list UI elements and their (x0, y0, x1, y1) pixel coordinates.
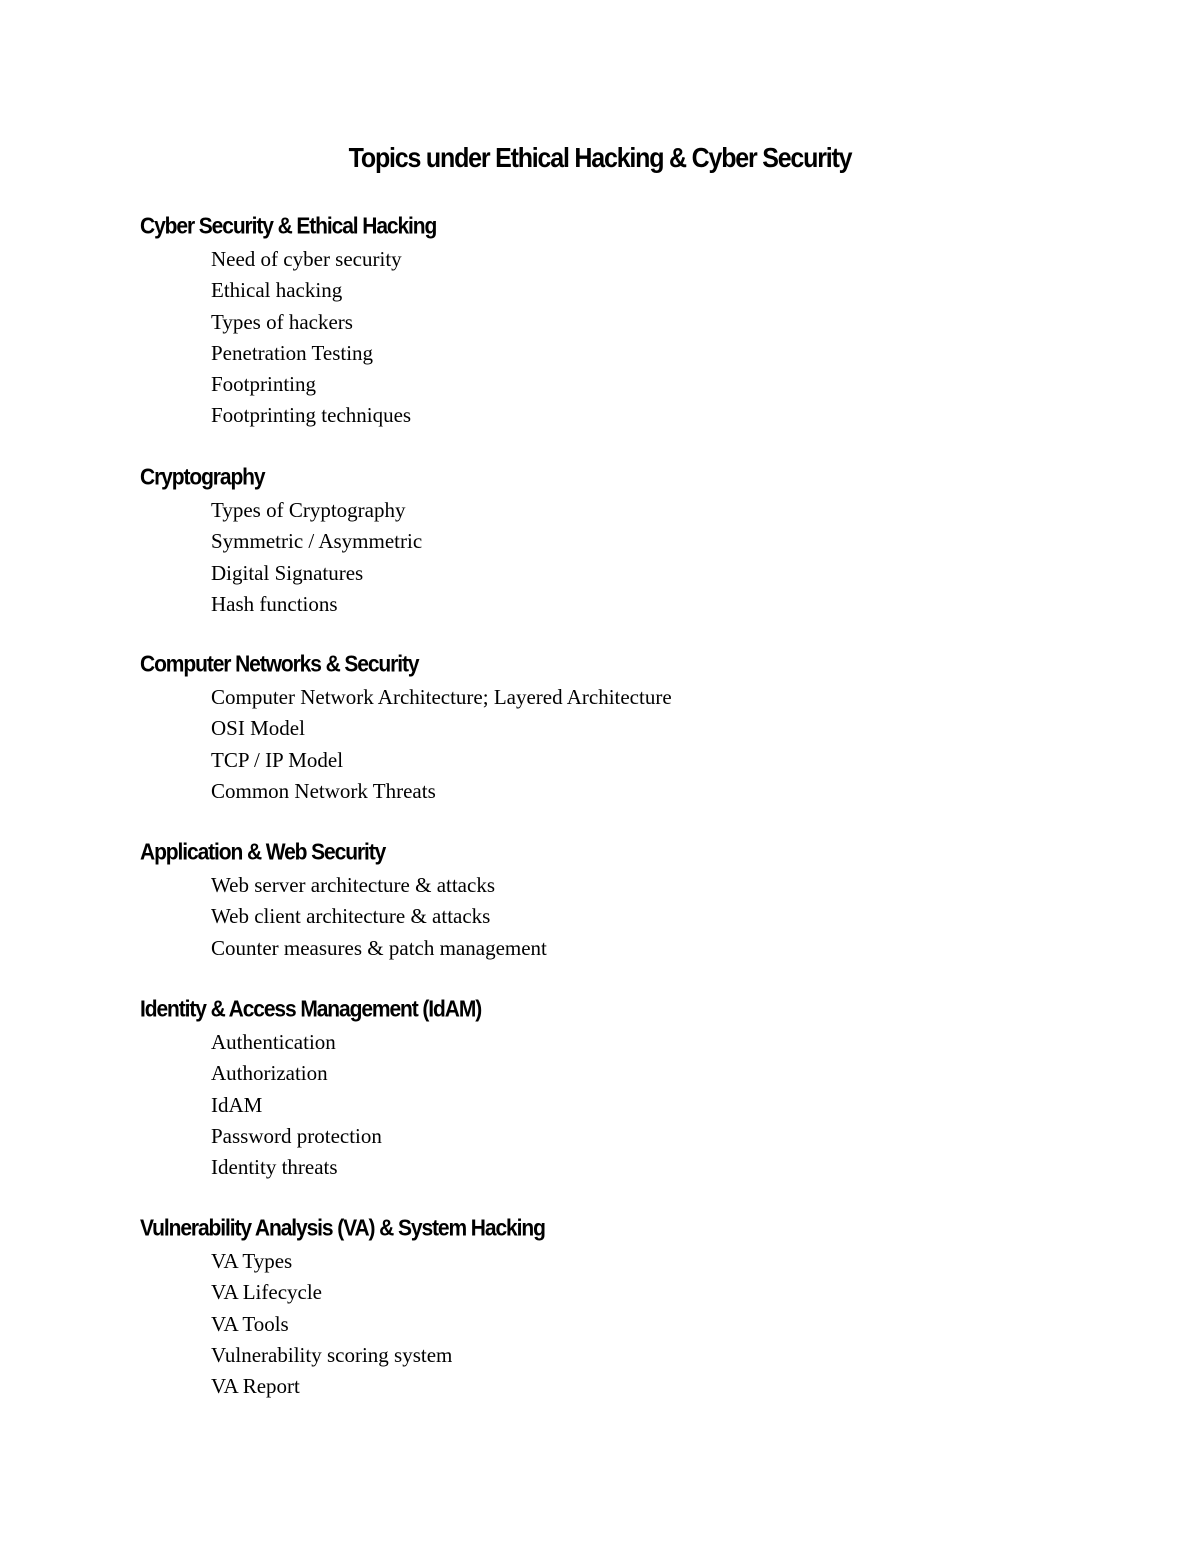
topic-item: Web server architecture & attacks (211, 873, 495, 897)
topic-item: Password protection (211, 1123, 382, 1148)
topic-item: TCP / IP Model (211, 747, 344, 772)
topic-list (140, 870, 1140, 964)
topic-item: Types of Cryptography (211, 498, 406, 522)
topic-item: Symmetric / Asymmetric (211, 529, 423, 554)
section-heading: Vulnerability Analysis (VA) & System Hacking (140, 1215, 545, 1241)
section-heading: Computer Networks & Security (140, 651, 419, 677)
topic-item: Authentication (211, 1030, 336, 1054)
topic-list (140, 495, 1140, 620)
topic-item: VA Types (211, 1249, 293, 1273)
topic-item: Hash functions (211, 591, 338, 616)
topic-item: VA Tools (211, 1311, 289, 1336)
topic-item: Web client architecture & attacks (211, 904, 491, 929)
section-heading: Application & Web Security (140, 839, 386, 865)
topic-item: Penetration Testing (211, 340, 374, 365)
topic-list (140, 1027, 1140, 1183)
topic-item: Counter measures & patch management (211, 935, 547, 960)
topic-item: Footprinting (211, 372, 317, 397)
topic-item: Ethical hacking (211, 278, 343, 303)
topic-item: Digital Signatures (211, 560, 364, 585)
section-application-web-security (140, 838, 1140, 964)
topic-item: Footprinting techniques (211, 403, 412, 428)
section-heading: Identity & Access Management (IdAM) (140, 996, 482, 1022)
topic-item: VA Lifecycle (211, 1280, 322, 1305)
topic-item: Identity threats (211, 1155, 338, 1180)
topic-item: Need of cyber security (211, 247, 402, 271)
topic-item: Types of hackers (211, 309, 353, 334)
topic-item: VA Report (211, 1374, 300, 1399)
topic-item: OSI Model (211, 716, 305, 741)
section-heading: Cyber Security & Ethical Hacking (140, 213, 437, 239)
section-vulnerability-analysis-system-hacking (140, 1214, 1140, 1402)
topic-item: Computer Network Architecture; Layered Architecture (211, 685, 672, 709)
topic-item: Vulnerability scoring system (211, 1342, 453, 1367)
section-cyber-security-ethical-hacking (140, 212, 1140, 432)
document-title: Topics under Ethical Hacking & Cyber Security (348, 142, 852, 174)
section-heading: Cryptography (140, 464, 265, 490)
topic-list (140, 244, 1140, 432)
section-cryptography (140, 463, 1140, 620)
topic-item: IdAM (211, 1092, 263, 1117)
section-computer-networks-security (140, 650, 1140, 807)
topic-item: Common Network Threats (211, 778, 436, 803)
topic-list (140, 682, 1140, 807)
section-identity-access-management (140, 995, 1140, 1183)
topic-list (140, 1246, 1140, 1402)
topic-item: Authorization (211, 1061, 328, 1086)
